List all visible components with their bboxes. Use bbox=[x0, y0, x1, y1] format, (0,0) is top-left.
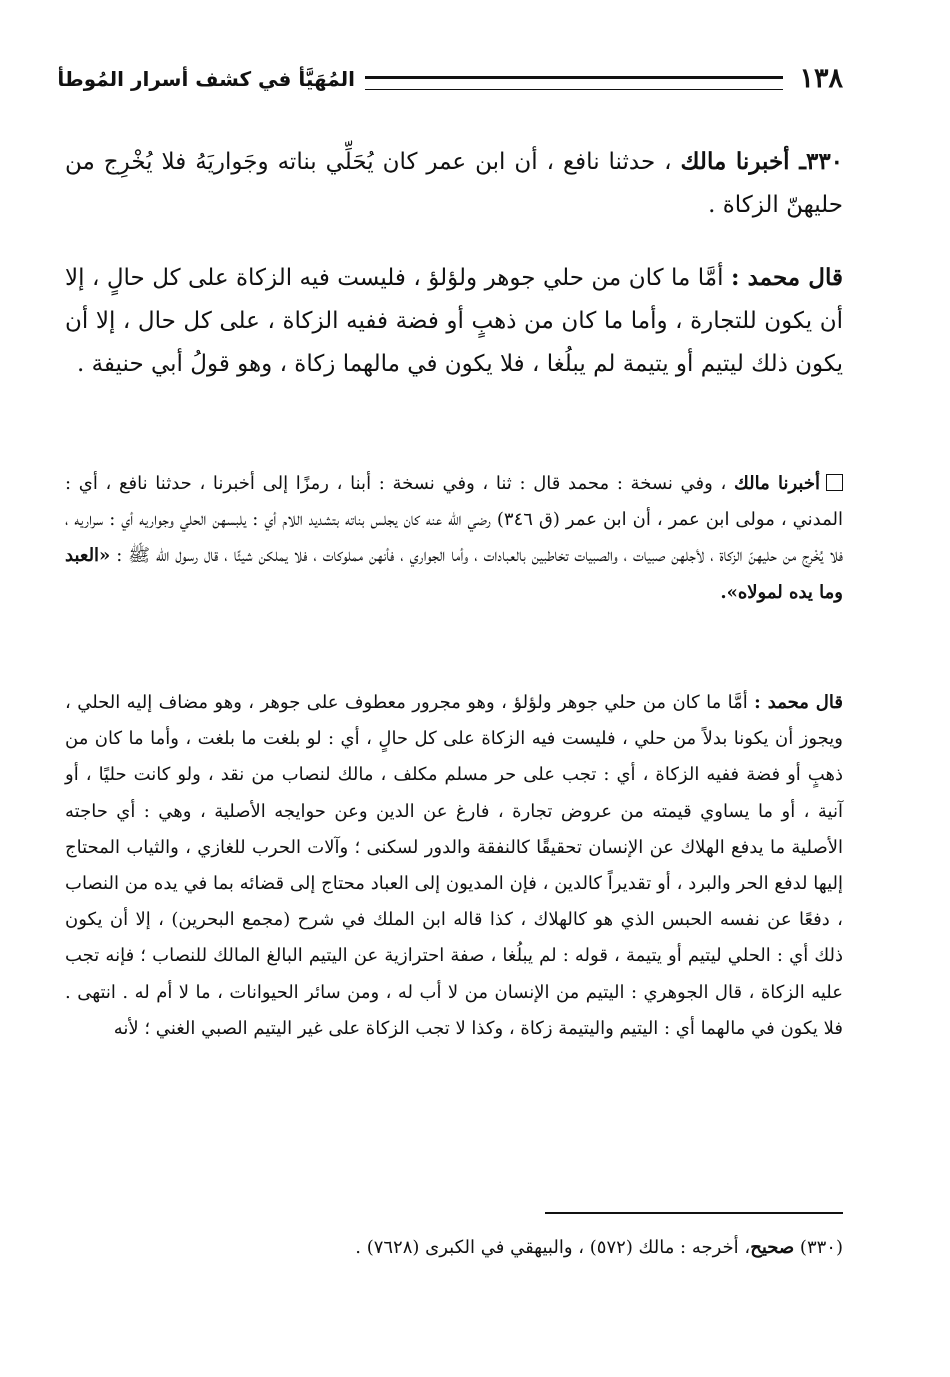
page-number: ١٣٨ bbox=[799, 63, 843, 94]
author-statement-label: قال محمد : bbox=[730, 264, 843, 291]
commentary-statement-body: أمَّا ما كان من حلي جوهر ولؤلؤ ، وهو مجرور معطوف على جوهر ، وهو مضاف إليه الحلي ، ويجوز أن يكونا بدلاً من حلي ، فليست فيه الزكاة على كل حالٍ ، أي : لو بلغت ما بلغت ، وأما ما كان من ذهبٍ أو فضة ففيه الزكاة ، أي : تجب على حر مسلم مكلف ، مالك لنصاب من نقد ، ولو كانت حليًا ، أو آنية ، أو ما يساوي قيمته من عروض تجارة ، فارغ عن الدين وعن حوايجه الأصلية ، وهي : أي حاجته الأصلية ما يدفع الهلاك عن الإنسان تحقيقًا كالنفقة والدور لسكنى ؛ وآلات الحرب للغازي ، والثياب المحتاج إليها لدفع الحر والبرد ، أو تقديراً كالدين ، فإن المديون إلى العباد محتاج إلى قضائه بما في يده من النصاب ، دفعًا عن نفسه الحبس الذي هو كالهلاك ، كذا قاله ابن الملك في شرح (مجمع البحرين) ، إلا أن يكون ذلك أي : الحلي ليتيم أو يتيمة ، قوله : لم يبلُغا ، صفة احترازية عن اليتيم البالغ المالك للنصاب ؛ فإنه تجب عليه الزكاة ، قال الجوهري : اليتيم من الإنسان من لا أب له ، ومن سائر الحيوانات ، ما لا أم له . انتهى . فلا يكون في مالهما أي : اليتيم واليتيمة زكاة ، وكذا لا تجب الزكاة على غير اليتيم الصبي الغني ؛ لأنه bbox=[65, 692, 843, 1039]
hadith-body: ، حدثنا نافع ، أن ابن عمر كان يُحَلِّي بناته وجَواريَهُ فلا يُخْرِج من حليهنّ الزكاة . bbox=[65, 149, 843, 218]
footnote-number: (٣٣٠) bbox=[799, 1237, 843, 1258]
commentary-hadith-body: ، وفي نسخة : محمد قال : ثنا ، وفي نسخة : أبنا ، رمزًا إلى أخبرنا ، حدثنا نافع ، أي : المدني ، مولى ابن عمر ، أن ابن عمر (ق ٣٤٦) رضي الله عنه كان يجلس بناته بتشديد اللام أي : يلبسهن الحلي وجواريه أي : سراريه ، فلا يُخْرِج من حليهنّ الزكاة ، لأجلهن صبيات ، والصبيات تخاطبين بالعبادات ، وأما الجواري ، فأنهن مملوكات ، فلا يملكن شيئًا ، قال رسول الله ﷺ : bbox=[65, 473, 844, 567]
hadith-text bbox=[65, 140, 843, 227]
author-statement bbox=[65, 256, 843, 386]
commentary-statement bbox=[65, 685, 843, 1047]
book-title: المُهَيَّأ في كشف أسرار المُوطأ bbox=[57, 67, 355, 91]
footnote-divider bbox=[545, 1212, 843, 1214]
author-statement-body: أمَّا ما كان من حلي جوهر ولؤلؤ ، فليست فيه الزكاة على كل حالٍ ، إلا أن يكون للتجارة ، وأما ما كان من ذهبٍ أو فضة ففيه الزكاة ، على كل حال ، إلا أن يكون ذلك ليتيم أو يتيمة لم يبلُغا ، فلا يكون في مالهما زكاة ، وهو قولُ أبي حنيفة . bbox=[65, 265, 843, 377]
footnote-body: ، أخرجه : مالك (٥٧٢) ، والبيهقي في الكبرى (٧٦٢٨) . bbox=[355, 1237, 751, 1258]
commentary-hadith-label: أخبرنا مالك bbox=[734, 473, 820, 494]
footnote-grade: صحيح bbox=[750, 1237, 795, 1258]
commentary-hadith bbox=[65, 466, 843, 611]
hadith-label: ٣٣٠ـ أخبرنا مالك bbox=[680, 148, 844, 175]
footnote bbox=[65, 1233, 843, 1263]
header-divider bbox=[365, 76, 783, 90]
running-header bbox=[57, 62, 843, 102]
commentary-statement-label: قال محمد : bbox=[754, 692, 843, 713]
prophetic-quote: «العبد وما يده لمولاه». bbox=[65, 545, 843, 603]
square-marker-icon bbox=[826, 474, 843, 491]
